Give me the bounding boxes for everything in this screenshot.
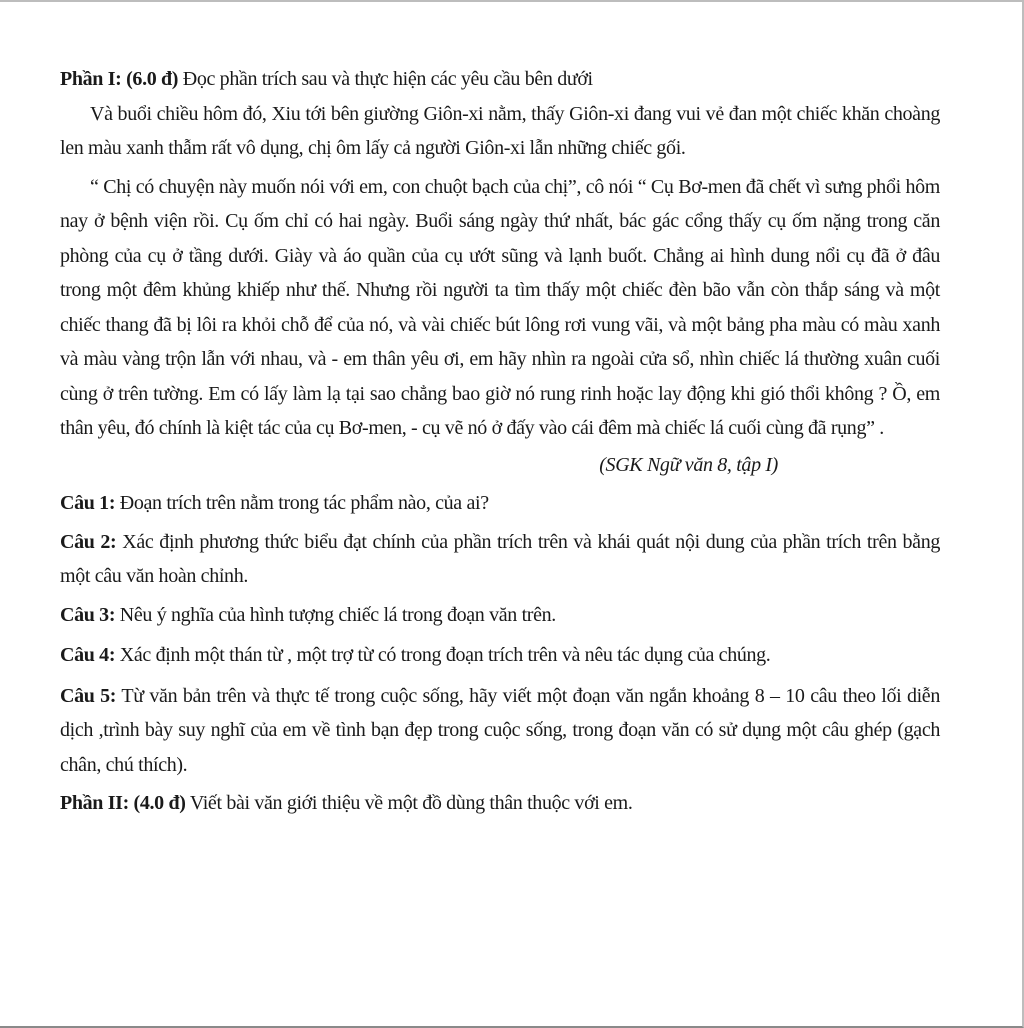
passage-source: (SGK Ngữ văn 8, tập I) xyxy=(599,453,778,476)
part2-label: Phần II: (4.0 đ) xyxy=(60,792,186,814)
question-1-text: Đoạn trích trên nằm trong tác phẩm nào, của ai? xyxy=(115,492,489,514)
passage-paragraph-2: “ Chị có chuyện này muốn nói với em, con chuột bạch của chị”, cô nói “ Cụ Bơ-men đã chết vì sưng phổi hôm nay ở bệnh viện rồi. Cụ ốm chỉ có hai ngày. Buổi sáng ngày thứ nhất, bác gác cổng thấy cụ ốm nặng trong căn phòng của cụ ở tầng dưới. Giày và áo quần của cụ ướt sũng và lạnh buốt. Chẳng ai hình dung nổi cụ đã ở đâu trong một đêm khủng khiếp như thế. Nhưng rồi người ta tìm thấy một chiếc đèn bão vẫn còn thắp sáng và một chiếc thang đã bị lôi ra khỏi chỗ để của nó, và vài chiếc bút lông rơi vung vãi, và một bảng pha màu có màu xanh và màu vàng trộn lẫn với nhau, và - em thân yêu ơi, em hãy nhìn ra ngoài cửa sổ, nhìn chiếc lá thường xuân cuối cùng ở trên tường. Em có lấy làm lạ tại sao chẳng bao giờ nó rung rinh hoặc lay động khi gió thổi không ? Ồ, em thân yêu, đó chính là kiệt tác của cụ Bơ-men, - cụ vẽ nó ở đấy vào cái đêm mà chiếc lá cuối cùng đã rụng” . xyxy=(60,175,940,439)
part2-heading xyxy=(60,786,940,821)
part2-text: Viết bài văn giới thiệu về một đồ dùng thân thuộc với em. xyxy=(185,792,633,814)
question-4 xyxy=(60,638,940,673)
question-5-label: Câu 5: xyxy=(60,684,117,707)
question-3-text: Nêu ý nghĩa của hình tượng chiếc lá trong đoạn văn trên. xyxy=(115,603,556,626)
question-2-label: Câu 2: xyxy=(60,530,117,553)
exam-content xyxy=(60,62,940,821)
question-1 xyxy=(60,486,940,521)
question-5 xyxy=(60,679,940,783)
question-1-label: Câu 1: xyxy=(60,492,116,514)
question-2 xyxy=(60,525,940,594)
question-4-text: Xác định một thán từ , một trợ từ có trong đoạn trích trên và nêu tác dụng của chúng. xyxy=(115,644,771,666)
part1-heading xyxy=(60,62,940,97)
question-3 xyxy=(60,598,940,633)
passage-paragraph-1: Và buổi chiều hôm đó, Xiu tới bên giường Giôn-xi nằm, thấy Giôn-xi đang vui vẻ đan một chiếc khăn choàng len màu xanh thẫm rất vô dụng, chị ôm lấy cả người Giôn-xi lẫn những chiếc gối. xyxy=(60,102,940,159)
question-4-label: Câu 4: xyxy=(60,644,116,666)
question-3-label: Câu 3: xyxy=(60,603,116,626)
part1-text: Đọc phần trích sau và thực hiện các yêu cầu bên dưới xyxy=(178,68,593,90)
question-5-text: Từ văn bản trên và thực tế trong cuộc sống, hãy viết một đoạn văn ngắn khoảng 8 – 10 câu theo lối diễn dịch ,trình bày suy nghĩ của em về tình bạn đẹp trong cuộc sống, trong đoạn văn có sử dụng một câu ghép (gạch chân, chú thích). xyxy=(60,684,940,776)
question-2-text: Xác định phương thức biểu đạt chính của phần trích trên và khái quát nội dung của phần trích trên bằng một câu văn hoàn chỉnh. xyxy=(60,530,940,587)
part1-label: Phần I: (6.0 đ) xyxy=(60,68,179,90)
